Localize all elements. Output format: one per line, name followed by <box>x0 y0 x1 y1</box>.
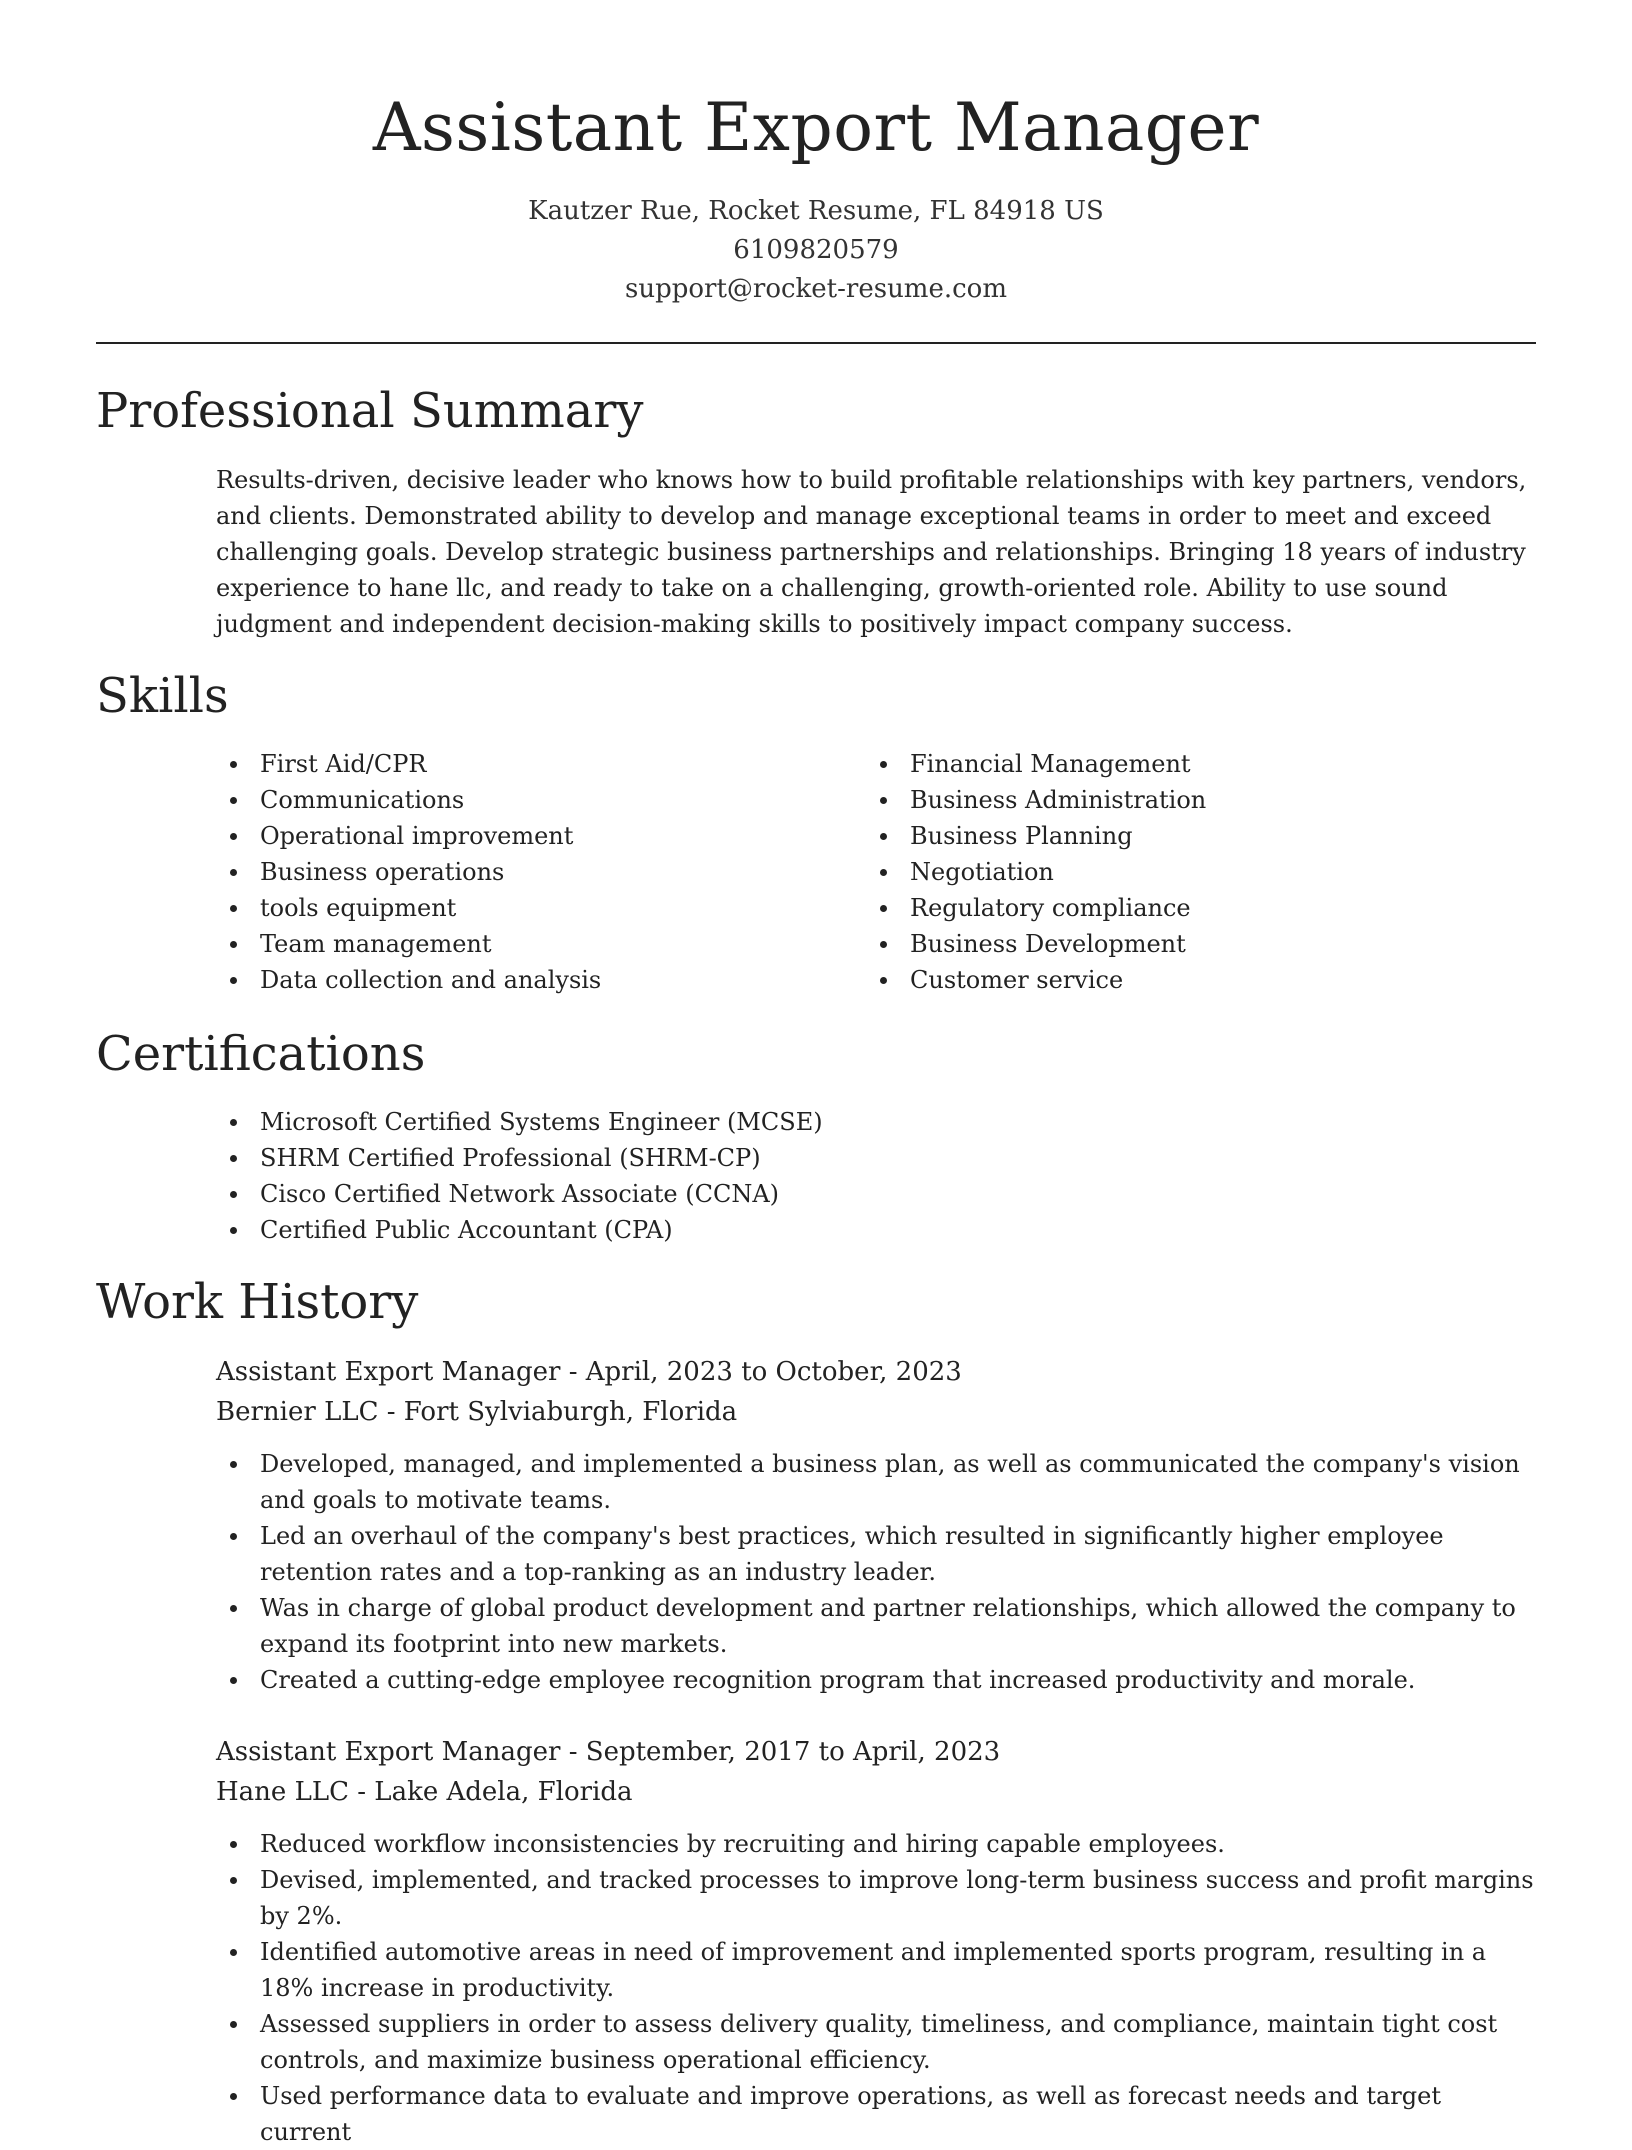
list-item: Regulatory compliance <box>866 890 1536 926</box>
job-company-line: Hane LLC - Lake Adela, Florida <box>216 1777 633 1807</box>
list-item: Reduced workflow inconsistencies by recruiting and hiring capable employees. <box>216 1826 1536 1862</box>
work-history-heading: Work History <box>96 1274 419 1330</box>
list-item: Operational improvement <box>216 818 836 854</box>
list-item: Business Administration <box>866 782 1536 818</box>
list-item: Negotiation <box>866 854 1536 890</box>
certifications-heading: Certifications <box>96 1026 426 1082</box>
skills-list-left <box>216 746 836 998</box>
header-divider <box>96 342 1536 344</box>
list-item: Data collection and analysis <box>216 962 836 998</box>
skills-list-right <box>866 746 1536 998</box>
list-item: Assessed suppliers in order to assess delivery quality, timeliness, and compliance, maintain tight cost controls, and maximize business operational efficiency. <box>216 2006 1536 2078</box>
list-item: First Aid/CPR <box>216 746 836 782</box>
job-title-line: Assistant Export Manager - September, 2017 to April, 2023 <box>216 1737 1001 1767</box>
list-item: Cisco Certified Network Associate (CCNA) <box>216 1176 1536 1212</box>
list-item: tools equipment <box>216 890 836 926</box>
list-item: Financial Management <box>866 746 1536 782</box>
list-item: Microsoft Certified Systems Engineer (MCSE) <box>216 1104 1536 1140</box>
certifications-list <box>216 1104 1536 1248</box>
address: Kautzer Rue, Rocket Resume, FL 84918 US <box>528 196 1104 226</box>
job-title-line: Assistant Export Manager - April, 2023 to October, 2023 <box>216 1357 962 1387</box>
contact-info <box>0 192 1632 309</box>
list-item: Developed, managed, and implemented a business plan, as well as communicated the company's vision and goals to motivate teams. <box>216 1446 1536 1518</box>
phone: 6109820579 <box>733 235 899 265</box>
job-bullets <box>216 1826 1536 2150</box>
summary-text: Results-driven, decisive leader who knows how to build profitable relationships with key partners, vendors, and clients. Demonstrated ability to develop and manage exceptional teams in order to meet and exceed challenging goals. Develop strategic business partnerships and relationships. Bringing 18 years of industry experience to hane llc, and ready to take on a challenging, growth-oriented role. Ability to use sound judgment and independent decision-making skills to positively impact company success. <box>216 466 1527 638</box>
list-item: Team management <box>216 926 836 962</box>
list-item: Business Planning <box>866 818 1536 854</box>
email: support@rocket-resume.com <box>624 274 1007 304</box>
skills-heading: Skills <box>96 668 229 724</box>
resume-header <box>0 0 1632 309</box>
candidate-name: Assistant Export Manager <box>372 89 1260 166</box>
list-item: Used performance data to evaluate and improve operations, as well as forecast needs and target current <box>216 2078 1536 2150</box>
list-item: Created a cutting-edge employee recognition program that increased productivity and morale. <box>216 1662 1536 1698</box>
summary-heading: Professional Summary <box>96 383 644 439</box>
job-bullets <box>216 1446 1536 1698</box>
list-item: Was in charge of global product development and partner relationships, which allowed the company to expand its footprint into new markets. <box>216 1590 1536 1662</box>
list-item: Certified Public Accountant (CPA) <box>216 1212 1536 1248</box>
list-item: Communications <box>216 782 836 818</box>
list-item: Led an overhaul of the company's best practices, which resulted in significantly higher employee retention rates and a top-ranking as an industry leader. <box>216 1518 1536 1590</box>
list-item: Identified automotive areas in need of improvement and implemented sports program, resulting in a 18% increase in productivity. <box>216 1934 1536 2006</box>
list-item: Customer service <box>866 962 1536 998</box>
list-item: SHRM Certified Professional (SHRM-CP) <box>216 1140 1536 1176</box>
list-item: Devised, implemented, and tracked processes to improve long-term business success and profit margins by 2%. <box>216 1862 1536 1934</box>
job-company-line: Bernier LLC - Fort Sylviaburgh, Florida <box>216 1397 738 1427</box>
list-item: Business Development <box>866 926 1536 962</box>
list-item: Business operations <box>216 854 836 890</box>
